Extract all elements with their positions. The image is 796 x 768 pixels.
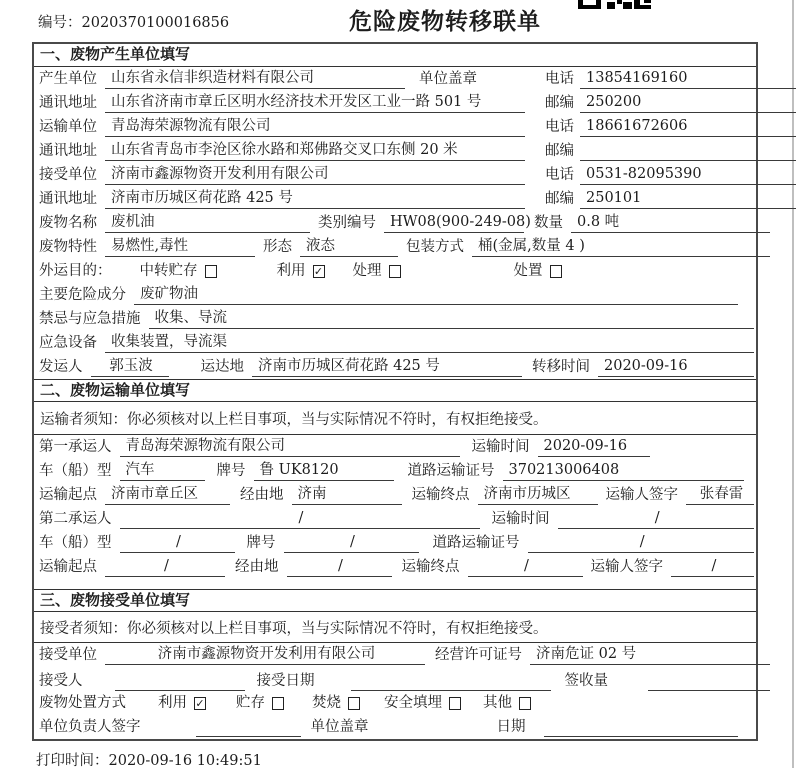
producer-unit-label: 产生单位 [39, 71, 97, 87]
address-label: 通讯地址 [39, 143, 97, 159]
transport-unit-value: 青岛海荣源物流有限公司 [105, 117, 525, 137]
option-label: 利用 [276, 263, 306, 279]
carrier-sign-label: 运输人签字 [590, 559, 663, 575]
section2-header: 二、废物运输单位填写 [34, 379, 756, 402]
packing-label: 包装方式 [406, 239, 464, 255]
shipper-label: 发运人 [39, 359, 83, 375]
producer-unit-value: 山东省永信非织造材料有限公司 [105, 69, 405, 89]
transport-time-value-2: / [558, 509, 755, 529]
receiver-address-row [34, 187, 756, 211]
via-label: 经由地 [240, 487, 284, 503]
receiving-date-value [351, 690, 551, 691]
transporter-notice: 运输者须知：你必须核对以上栏目事项，当与实际情况不符时，有权拒绝接受。 [34, 402, 756, 435]
producer-address-value: 山东省济南市章丘区明水经济技术开发区工业一路 501 号 [105, 93, 525, 113]
destination-label: 运达地 [200, 359, 244, 375]
carrier-sign-value: 张春雷 [686, 485, 754, 505]
purpose-option-use [277, 262, 325, 281]
origin-label: 运输起点 [39, 559, 97, 575]
emergency-equipment-label: 应急设备 [39, 335, 97, 351]
quantity-label: 数量 [534, 215, 563, 231]
purpose-option-dispose [514, 262, 562, 281]
origin-label: 运输起点 [39, 487, 97, 503]
receiver-address-value: 济南市历城区荷花路 425 号 [105, 189, 525, 209]
checkbox-disposal-other [519, 697, 531, 710]
sign-date-label: 日期 [496, 719, 526, 735]
transport-address-row [34, 139, 756, 163]
producer-unit-row [34, 67, 756, 91]
terminal-label: 运输终点 [401, 559, 460, 575]
postcode-label: 邮编 [545, 191, 574, 207]
transport-time-label: 运输时间 [491, 511, 550, 527]
waste-character-label: 废物特性 [39, 239, 97, 255]
option-label: 利用 [158, 695, 187, 711]
receiving-unit-row [34, 643, 756, 667]
option-label: 中转贮存 [139, 263, 198, 279]
destination-value: 济南市历城区荷花路 425 号 [252, 357, 522, 377]
taboo-measures-value: 收集、导流 [149, 309, 755, 329]
transfer-purpose-row [34, 259, 756, 283]
option-label: 贮存 [236, 695, 265, 711]
section2-bottom-spacer [34, 579, 756, 589]
option-label: 其他 [483, 695, 512, 711]
road-license-value: 370213006408 [503, 461, 745, 481]
transfer-purpose-label: 外运目的： [39, 263, 112, 279]
carrier-sign-value-2: / [671, 557, 754, 577]
postcode-label: 邮编 [545, 95, 574, 111]
received-amount-label: 签收量 [564, 673, 608, 689]
carrier-sign-label: 运输人签字 [605, 487, 678, 503]
first-carrier-value: 青岛海荣源物流有限公司 [120, 437, 460, 457]
producer-phone-value: 13854169160 [580, 69, 796, 89]
second-carrier-label: 第二承运人 [39, 511, 112, 527]
transport-time-label: 运输时间 [471, 439, 530, 455]
address-label: 通讯地址 [39, 95, 97, 111]
phone-label: 电话 [545, 119, 574, 135]
receiver-unit-label: 接受单位 [39, 167, 97, 183]
receiving-person-label: 接受人 [39, 673, 83, 689]
phone-label: 电话 [545, 167, 574, 183]
business-license-value: 济南危证 02 号 [530, 645, 770, 665]
transfer-time-value: 2020-09-16 [598, 357, 754, 377]
form-state-label: 形态 [263, 239, 292, 255]
second-carrier-value: / [120, 509, 480, 529]
checkbox-dispose [550, 265, 562, 278]
disposal-method-label: 废物处置方式 [39, 695, 126, 711]
transport-time-value: 2020-09-16 [538, 437, 650, 457]
print-time-value: 2020-09-16 10:49:51 [108, 753, 262, 768]
plate-number-label: 牌号 [246, 535, 276, 551]
print-time-label: 打印时间： [36, 753, 109, 768]
leader-signature-row [34, 715, 756, 739]
receiver-notice: 接受者须知：你必须核对以上栏目事项，当与实际情况不符时，有权拒绝接受。 [34, 612, 756, 643]
disposal-option-burn [312, 694, 360, 713]
leader-signature-value [196, 736, 301, 737]
checkbox-disposal-use: ✓ [195, 697, 205, 710]
hazard-component-row [34, 283, 756, 307]
receiving-unit-value: 济南市鑫源物资开发利用有限公司 [105, 645, 425, 665]
shipper-row [34, 355, 756, 379]
vehicle-type-label: 车（船）型 [39, 463, 112, 479]
vehicle-type-row-2 [34, 531, 756, 555]
receiving-person-value [115, 690, 245, 691]
qr-code-fragment-icon [578, 0, 654, 9]
terminal-label: 运输终点 [411, 487, 470, 503]
transfer-time-label: 转移时间 [532, 359, 590, 375]
receiving-date-label: 接受日期 [256, 673, 315, 689]
transport-phone-value: 18661672606 [580, 117, 796, 137]
waste-character-value: 易燃性,毒性 [105, 237, 255, 257]
checkbox-disposal-store [272, 697, 284, 710]
via-label: 经由地 [235, 559, 279, 575]
road-license-label: 道路运输证号 [432, 535, 520, 551]
category-code-label: 类别编号 [318, 215, 376, 231]
waste-character-row [34, 235, 756, 259]
checkbox-disposal-landfill [449, 697, 461, 710]
address-label: 通讯地址 [39, 191, 97, 207]
transport-unit-row [34, 115, 756, 139]
waste-name-row [34, 211, 756, 235]
form-state-value: 液态 [300, 237, 398, 257]
terminal-value: 济南市历城区 [478, 485, 598, 505]
disposal-method-row [34, 693, 756, 715]
emergency-equipment-row [34, 331, 756, 355]
option-label: 处理 [352, 263, 382, 279]
first-carrier-label: 第一承运人 [39, 439, 112, 455]
first-carrier-row [34, 435, 756, 459]
unit-seal-label: 单位盖章 [310, 719, 369, 735]
road-license-label: 道路运输证号 [407, 463, 495, 479]
plate-number-value: 鲁 UK8120 [254, 461, 394, 481]
waste-name-value: 废机油 [105, 213, 310, 233]
transport-address-value: 山东省青岛市李沧区徐水路和郑佛路交叉口东侧 20 米 [105, 141, 525, 161]
plate-number-label: 牌号 [216, 463, 246, 479]
vehicle-type-row-1 [34, 459, 756, 483]
road-license-value-2: / [528, 533, 755, 553]
origin-value-2: / [105, 557, 225, 577]
receiving-person-row [34, 667, 756, 693]
receiver-unit-row [34, 163, 756, 187]
checkbox-treat [389, 265, 401, 278]
leader-signature-label: 单位负责人签字 [39, 719, 141, 735]
transport-unit-label: 运输单位 [39, 119, 97, 135]
transport-route-row-1 [34, 483, 756, 507]
taboo-measures-label: 禁忌与应急措施 [39, 311, 141, 327]
disposal-option-other [483, 694, 531, 713]
transport-postcode-value [580, 160, 796, 161]
checkbox-storage [205, 265, 217, 278]
checkbox-disposal-burn [348, 697, 360, 710]
vehicle-type-value-2: / [120, 533, 235, 553]
origin-value: 济南市章丘区 [105, 485, 230, 505]
packing-value: 桶(金属,数量 4 ) [472, 237, 770, 257]
option-label: 安全填埋 [384, 695, 442, 711]
option-label: 焚烧 [312, 695, 341, 711]
checkbox-use: ✓ [313, 265, 324, 278]
waste-name-label: 废物名称 [39, 215, 97, 231]
section3-header: 三、废物接受单位填写 [34, 589, 756, 612]
hazard-component-label: 主要危险成分 [39, 287, 126, 303]
postcode-label: 邮编 [545, 143, 574, 159]
purpose-option-treat [353, 262, 401, 281]
shipper-value: 郭玉波 [91, 357, 169, 377]
transport-route-row-2 [34, 555, 756, 579]
emergency-equipment-value: 收集装置，导流渠 [105, 333, 754, 353]
producer-postcode-value: 250200 [580, 93, 796, 113]
terminal-value-2: / [468, 557, 583, 577]
print-time-line [36, 749, 262, 768]
serial-label: 编号： [38, 15, 82, 31]
receiver-postcode-value: 250101 [580, 189, 796, 209]
receiver-unit-value: 济南市鑫源物资开发利用有限公司 [105, 165, 525, 185]
second-carrier-row [34, 507, 756, 531]
via-value-2: / [287, 557, 392, 577]
taboo-measures-row [34, 307, 756, 331]
purpose-option-storage [140, 262, 217, 281]
category-code-value: HW08(900-249-08) [384, 213, 524, 233]
disposal-option-store [236, 694, 284, 713]
unit-seal-label: 单位盖章 [419, 71, 477, 87]
phone-label: 电话 [545, 71, 574, 87]
received-amount-value [648, 690, 770, 691]
section1-header: 一、废物产生单位填写 [34, 44, 756, 67]
vehicle-type-value: 汽车 [120, 461, 205, 481]
quantity-value: 0.8 吨 [571, 213, 770, 233]
vehicle-type-label: 车（船）型 [39, 535, 112, 551]
serial-value: 2020370100016856 [81, 15, 230, 31]
plate-number-value-2: / [284, 533, 419, 553]
producer-address-row [34, 91, 756, 115]
receiver-phone-value: 0531-82095390 [580, 165, 796, 185]
sign-date-value [544, 736, 739, 737]
via-value: 济南 [292, 485, 402, 505]
receiving-unit-label: 接受单位 [39, 647, 97, 663]
transfer-form-table [32, 42, 758, 741]
business-license-label: 经营许可证号 [435, 647, 522, 663]
disposal-option-use [158, 694, 206, 713]
hazard-component-value: 废矿物油 [134, 285, 738, 305]
disposal-option-landfill [384, 694, 461, 713]
page-edge-divider [792, 0, 794, 768]
page-title: 危险废物转移联单 [349, 9, 541, 35]
option-label: 处置 [513, 263, 543, 279]
